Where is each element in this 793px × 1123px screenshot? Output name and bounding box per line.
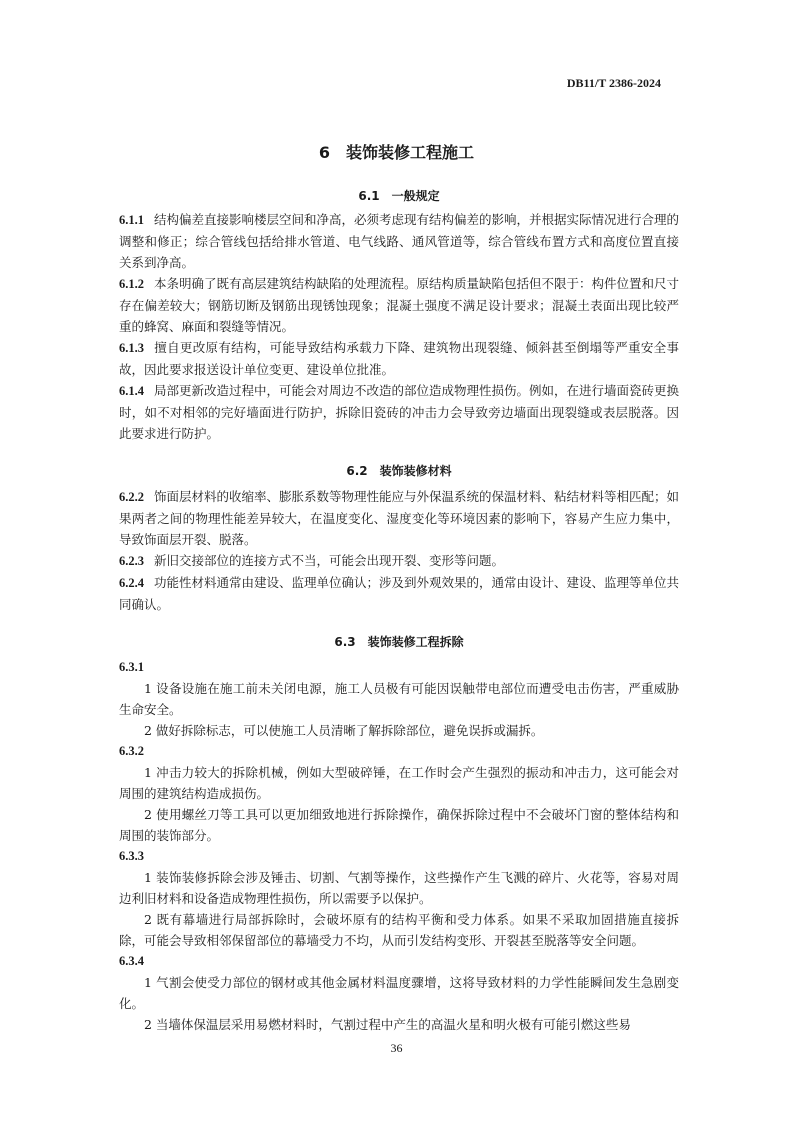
clause-number-6-3-2: 6.3.2 — [119, 744, 144, 758]
list-item: 1 设备设施在施工前未关闭电源，施工人员极有可能因误触带电部位而遭受电击伤害，严重威胁生命安全。 — [119, 681, 679, 717]
clause-text: 本条明确了既有高层建筑结构缺陷的处理流程。原结构质量缺陷包括但不限于：构件位置和尺寸存在偏差较大；钢筋切断及钢筋出现锈蚀现象；混凝土强度不满足设计要求；混凝土表面出现比较严重的蜂窝、麻面和裂缝等情况。 — [119, 276, 680, 334]
body-content — [119, 186, 679, 1035]
clause-6-1-1 — [119, 209, 679, 273]
clause-text: 新旧交接部位的连接方式不当，可能会出现开裂、变形等问题。 — [154, 553, 505, 568]
section-title-6-1: 6.1 一般规定 — [358, 189, 440, 203]
chapter-title: 6 装饰装修工程施工 — [318, 143, 475, 162]
list-item: 1 装饰装修拆除会涉及锤击、切割、气割等操作，这些操作产生飞溅的碎片、火花等，容易对周边利旧材料和设备造成物理性损伤，所以需要予以保护。 — [119, 870, 679, 906]
clause-number: 6.2.2 — [119, 490, 144, 504]
clause-text: 局部更新改造过程中，可能会对周边不改造的部位造成物理性损伤。例如，在进行墙面瓷砖更换时，如不对相邻的完好墙面进行防护，拆除旧瓷砖的冲击力会导致旁边墙面出现裂缝或表层脱落。因此要求进行防护。 — [119, 383, 680, 441]
list-item: 2 做好拆除标志，可以使施工人员清晰了解拆除部位，避免误拆或漏拆。 — [144, 723, 544, 738]
clause-text: 饰面层材料的收缩率、膨胀系数等物理性能应与外保温系统的保温材料、粘结材料等相匹配；如果两者之间的物理性能差异较大，在温度变化、湿度变化等环境因素的影响下，容易产生应力集中，导致饰面层开裂、脱落。 — [119, 489, 680, 547]
clause-text: 结构偏差直接影响楼层空间和净高，必须考虑现有结构偏差的影响，并根据实际情况进行合理的调整和修正；综合管线包括给排水管道、电气线路、通风管道等，综合管线布置方式和高度位置直接关系到净高。 — [119, 212, 680, 270]
clause-6-1-4 — [119, 380, 679, 444]
clause-number: 6.1.3 — [119, 341, 144, 355]
list-item: 2 当墙体保温层采用易燃材料时，气割过程中产生的高温火星和明火极有可能引燃这些易 — [144, 1017, 631, 1032]
clause-number: 6.1.1 — [119, 213, 144, 227]
section-title-6-3: 6.3 装饰装修工程拆除 — [334, 635, 464, 649]
clause-number-6-3-3: 6.3.3 — [119, 849, 144, 863]
list-item: 2 既有幕墙进行局部拆除时，会破坏原有的结构平衡和受力体系。如果不采取加固措施直接拆除，可能会导致相邻保留部位的幕墙受力不均，从而引发结构变形、开裂甚至脱落等安全问题。 — [119, 912, 679, 948]
clause-6-2-2 — [119, 486, 679, 550]
list-item: 2 使用螺丝刀等工具可以更加细致地进行拆除操作，确保拆除过程中不会破坏门窗的整体结构和周围的装饰部分。 — [119, 807, 679, 843]
clause-number: 6.2.4 — [119, 576, 144, 590]
clause-number-6-3-1: 6.3.1 — [119, 660, 144, 674]
section-title-6-2: 6.2 装饰装修材料 — [346, 464, 452, 478]
clause-6-2-4 — [119, 572, 679, 615]
clause-text: 擅自更改原有结构，可能导致结构承载力下降、建筑物出现裂缝、倾斜甚至倒塌等严重安全事故，因此要求报送设计单位变更、建设单位批准。 — [119, 340, 679, 377]
clause-number: 6.2.3 — [119, 554, 144, 568]
clause-6-1-2 — [119, 273, 679, 337]
clause-6-2-3 — [119, 550, 679, 572]
clause-text: 功能性材料通常由建设、监理单位确认；涉及到外观效果的，通常由设计、建设、监理等单位共同确认。 — [119, 575, 680, 612]
list-item: 1 冲击力较大的拆除机械，例如大型破碎锤，在工作时会产生强烈的振动和冲击力，这可能会对周围的建筑结构造成损伤。 — [119, 765, 679, 801]
clause-number-6-3-4: 6.3.4 — [119, 954, 144, 968]
clause-6-1-3 — [119, 337, 679, 380]
list-item: 1 气割会使受力部位的钢材或其他金属材料温度骤增，这将导致材料的力学性能瞬间发生急剧变化。 — [119, 975, 679, 1011]
clause-number: 6.1.4 — [119, 384, 144, 398]
document-code: DB11/T 2386-2024 — [566, 76, 661, 90]
clause-number: 6.1.2 — [119, 277, 144, 291]
page-number: 36 — [390, 1041, 403, 1055]
